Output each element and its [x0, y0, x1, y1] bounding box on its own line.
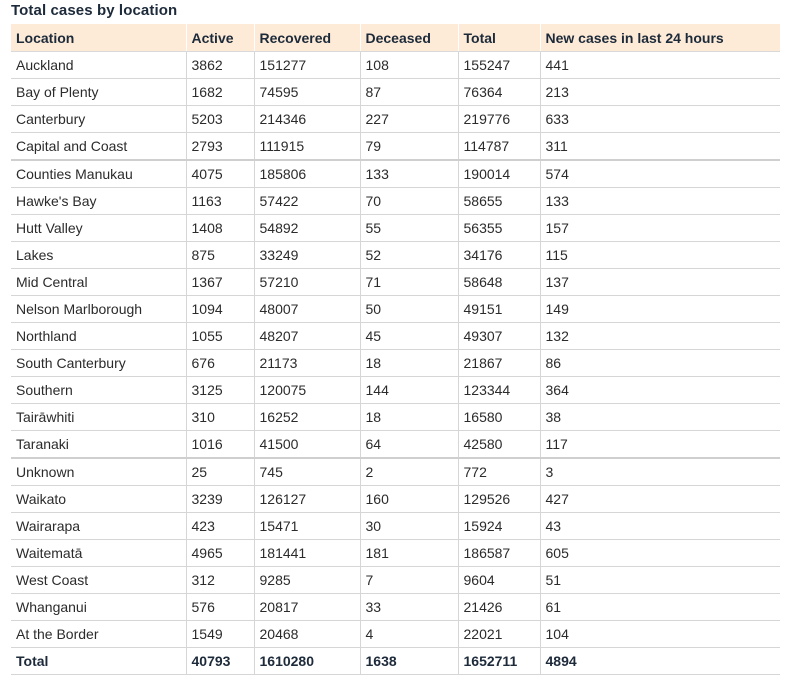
cell-deceased: 87 [360, 79, 458, 106]
cell-new-cases: 149 [540, 296, 780, 323]
cell-total: 123344 [458, 377, 540, 404]
cell-deceased: 108 [360, 52, 458, 79]
cell-total: 21867 [458, 350, 540, 377]
cell-new-cases: 38 [540, 404, 780, 431]
cell-active: 310 [186, 404, 254, 431]
cell-deceased: 50 [360, 296, 458, 323]
column-header-total: Total [458, 24, 540, 52]
cell-total: 49307 [458, 323, 540, 350]
cell-active: 2793 [186, 133, 254, 161]
cell-new-cases: 213 [540, 79, 780, 106]
cell-deceased: 33 [360, 594, 458, 621]
cell-total: 22021 [458, 621, 540, 648]
cell-new-cases: 104 [540, 621, 780, 648]
cell-deceased: 4 [360, 621, 458, 648]
cell-recovered: 57422 [254, 188, 360, 215]
table-row [11, 323, 780, 350]
cell-total: 56355 [458, 215, 540, 242]
table-row [11, 242, 780, 269]
table-row [11, 513, 780, 540]
cell-deceased: 133 [360, 160, 458, 188]
table-row [11, 594, 780, 621]
cell-location: Auckland [11, 52, 186, 79]
cell-active: 875 [186, 242, 254, 269]
cell-deceased: 70 [360, 188, 458, 215]
table-row [11, 79, 780, 106]
table-row [11, 269, 780, 296]
cell-new-cases: 633 [540, 106, 780, 133]
cell-deceased: 144 [360, 377, 458, 404]
cell-recovered: 48207 [254, 323, 360, 350]
cell-location: Canterbury [11, 106, 186, 133]
cell-deceased: 227 [360, 106, 458, 133]
cell-recovered: 151277 [254, 52, 360, 79]
cell-total: 16580 [458, 404, 540, 431]
cell-location: At the Border [11, 621, 186, 648]
cell-active: 25 [186, 458, 254, 486]
cell-total: 49151 [458, 296, 540, 323]
cell-new-cases: 137 [540, 269, 780, 296]
cell-active: 1163 [186, 188, 254, 215]
cell-recovered: 16252 [254, 404, 360, 431]
cell-active: 423 [186, 513, 254, 540]
cell-new-cases: 61 [540, 594, 780, 621]
cell-deceased: 181 [360, 540, 458, 567]
table-header [11, 24, 780, 52]
cell-deceased: 7 [360, 567, 458, 594]
cell-location: Counties Manukau [11, 160, 186, 188]
total-cell-active: 40793 [186, 648, 254, 675]
cell-location: Mid Central [11, 269, 186, 296]
table-row [11, 133, 780, 161]
cell-recovered: 74595 [254, 79, 360, 106]
total-cell-new-cases: 4894 [540, 648, 780, 675]
cell-active: 1016 [186, 431, 254, 459]
cell-recovered: 15471 [254, 513, 360, 540]
cell-location: West Coast [11, 567, 186, 594]
total-cell-recovered: 1610280 [254, 648, 360, 675]
cell-deceased: 30 [360, 513, 458, 540]
cell-active: 4075 [186, 160, 254, 188]
cell-total: 34176 [458, 242, 540, 269]
cell-recovered: 33249 [254, 242, 360, 269]
cell-total: 129526 [458, 486, 540, 513]
cell-new-cases: 3 [540, 458, 780, 486]
cell-recovered: 41500 [254, 431, 360, 459]
table-row [11, 188, 780, 215]
cell-active: 1055 [186, 323, 254, 350]
cell-location: Taranaki [11, 431, 186, 459]
cell-total: 58648 [458, 269, 540, 296]
column-header-deceased: Deceased [360, 24, 458, 52]
cell-new-cases: 427 [540, 486, 780, 513]
cell-location: Waitematā [11, 540, 186, 567]
cell-new-cases: 117 [540, 431, 780, 459]
cell-new-cases: 86 [540, 350, 780, 377]
cell-new-cases: 605 [540, 540, 780, 567]
table-row [11, 52, 780, 79]
cell-new-cases: 115 [540, 242, 780, 269]
cell-total: 76364 [458, 79, 540, 106]
total-cell-total: 1652711 [458, 648, 540, 675]
cell-deceased: 52 [360, 242, 458, 269]
cell-location: Southern [11, 377, 186, 404]
cell-new-cases: 43 [540, 513, 780, 540]
cell-recovered: 20817 [254, 594, 360, 621]
cell-new-cases: 441 [540, 52, 780, 79]
table-row [11, 404, 780, 431]
cell-active: 1549 [186, 621, 254, 648]
table-row [11, 621, 780, 648]
cell-active: 576 [186, 594, 254, 621]
cell-deceased: 55 [360, 215, 458, 242]
cell-active: 1094 [186, 296, 254, 323]
cell-deceased: 64 [360, 431, 458, 459]
cell-deceased: 160 [360, 486, 458, 513]
cell-total: 219776 [458, 106, 540, 133]
cell-deceased: 2 [360, 458, 458, 486]
cell-deceased: 79 [360, 133, 458, 161]
cell-total: 190014 [458, 160, 540, 188]
cell-new-cases: 574 [540, 160, 780, 188]
cell-total: 186587 [458, 540, 540, 567]
cell-recovered: 181441 [254, 540, 360, 567]
cell-active: 3239 [186, 486, 254, 513]
table-row [11, 296, 780, 323]
cell-recovered: 57210 [254, 269, 360, 296]
cell-location: Lakes [11, 242, 186, 269]
cell-deceased: 45 [360, 323, 458, 350]
table-row [11, 540, 780, 567]
cell-total: 21426 [458, 594, 540, 621]
cell-active: 3125 [186, 377, 254, 404]
header-row [11, 24, 780, 52]
cell-location: Capital and Coast [11, 133, 186, 161]
cell-recovered: 54892 [254, 215, 360, 242]
cell-recovered: 185806 [254, 160, 360, 188]
table-row [11, 377, 780, 404]
cell-new-cases: 311 [540, 133, 780, 161]
cell-recovered: 9285 [254, 567, 360, 594]
cell-deceased: 18 [360, 404, 458, 431]
table-row [11, 486, 780, 513]
total-cell-location: Total [11, 648, 186, 675]
table-row [11, 350, 780, 377]
cell-location: Unknown [11, 458, 186, 486]
cell-location: South Canterbury [11, 350, 186, 377]
cell-location: Whanganui [11, 594, 186, 621]
cell-recovered: 126127 [254, 486, 360, 513]
cell-active: 312 [186, 567, 254, 594]
table-title: Total cases by location [11, 2, 178, 19]
cell-deceased: 71 [360, 269, 458, 296]
cell-active: 3862 [186, 52, 254, 79]
cell-new-cases: 364 [540, 377, 780, 404]
total-cell-deceased: 1638 [360, 648, 458, 675]
column-header-new-cases: New cases in last 24 hours [540, 24, 780, 52]
cell-total: 15924 [458, 513, 540, 540]
table-row [11, 106, 780, 133]
column-header-location: Location [11, 24, 186, 52]
cell-location: Hawke's Bay [11, 188, 186, 215]
cell-recovered: 48007 [254, 296, 360, 323]
cell-new-cases: 157 [540, 215, 780, 242]
cell-recovered: 21173 [254, 350, 360, 377]
table-body [11, 52, 780, 675]
table-row [11, 567, 780, 594]
table-row [11, 431, 780, 459]
cases-table [11, 24, 780, 675]
table-row [11, 215, 780, 242]
cell-recovered: 214346 [254, 106, 360, 133]
cell-new-cases: 51 [540, 567, 780, 594]
cell-active: 4965 [186, 540, 254, 567]
cell-recovered: 111915 [254, 133, 360, 161]
cell-total: 114787 [458, 133, 540, 161]
cell-location: Nelson Marlborough [11, 296, 186, 323]
cell-total: 9604 [458, 567, 540, 594]
cell-total: 58655 [458, 188, 540, 215]
cell-recovered: 20468 [254, 621, 360, 648]
cell-location: Wairarapa [11, 513, 186, 540]
cell-deceased: 18 [360, 350, 458, 377]
table-row [11, 160, 780, 188]
cell-new-cases: 132 [540, 323, 780, 350]
cell-recovered: 745 [254, 458, 360, 486]
cell-total: 155247 [458, 52, 540, 79]
cell-location: Bay of Plenty [11, 79, 186, 106]
total-row [11, 648, 780, 675]
cell-location: Hutt Valley [11, 215, 186, 242]
cell-total: 42580 [458, 431, 540, 459]
cell-active: 5203 [186, 106, 254, 133]
column-header-recovered: Recovered [254, 24, 360, 52]
cell-new-cases: 133 [540, 188, 780, 215]
cell-active: 1408 [186, 215, 254, 242]
cell-location: Tairāwhiti [11, 404, 186, 431]
cell-active: 1682 [186, 79, 254, 106]
cell-total: 772 [458, 458, 540, 486]
cell-recovered: 120075 [254, 377, 360, 404]
cell-active: 1367 [186, 269, 254, 296]
cell-location: Waikato [11, 486, 186, 513]
table-row [11, 458, 780, 486]
cell-active: 676 [186, 350, 254, 377]
column-header-active: Active [186, 24, 254, 52]
cell-location: Northland [11, 323, 186, 350]
